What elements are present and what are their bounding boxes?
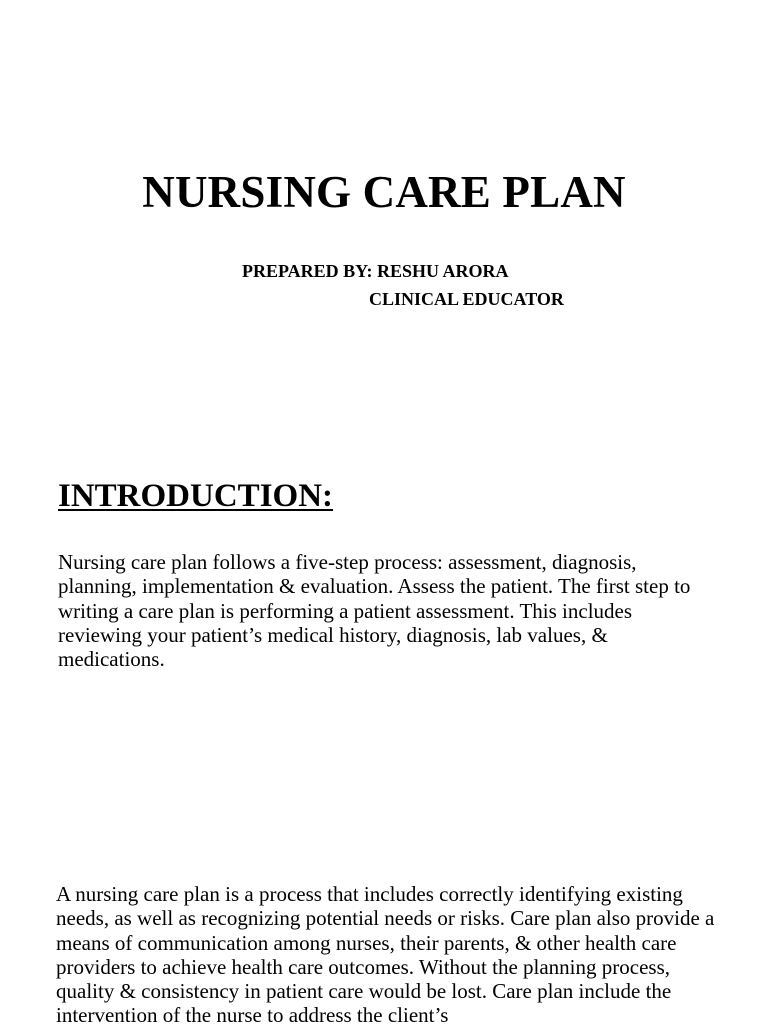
prepared-by-line: PREPARED BY: RESHU ARORA	[242, 261, 509, 281]
intro-paragraph: Nursing care plan follows a five-step process: assessment, diagnosis, planning, implementation & evaluation. Assess the patient. The first step to writing a care plan is performing a patient assessment. This includes reviewing your patient’s medical history, diagnosis, lab values, & medications.	[58, 550, 691, 672]
author-role: CLINICAL EDUCATOR	[369, 289, 564, 309]
introduction-heading: INTRODUCTION:	[58, 478, 334, 514]
care-plan-paragraph: A nursing care plan is a process that includes correctly identifying existing needs, as well as recognizing potential needs or risks. Care plan also provide a means of communication among nurses, their parents, & other health care providers to achieve health care outcomes. Without the planning process, quality & consistency in patient care would be lost. Care plan include the intervention of the nurse to address the client’s	[56, 882, 715, 1028]
document-title: NURSING CARE PLAN	[142, 167, 626, 217]
